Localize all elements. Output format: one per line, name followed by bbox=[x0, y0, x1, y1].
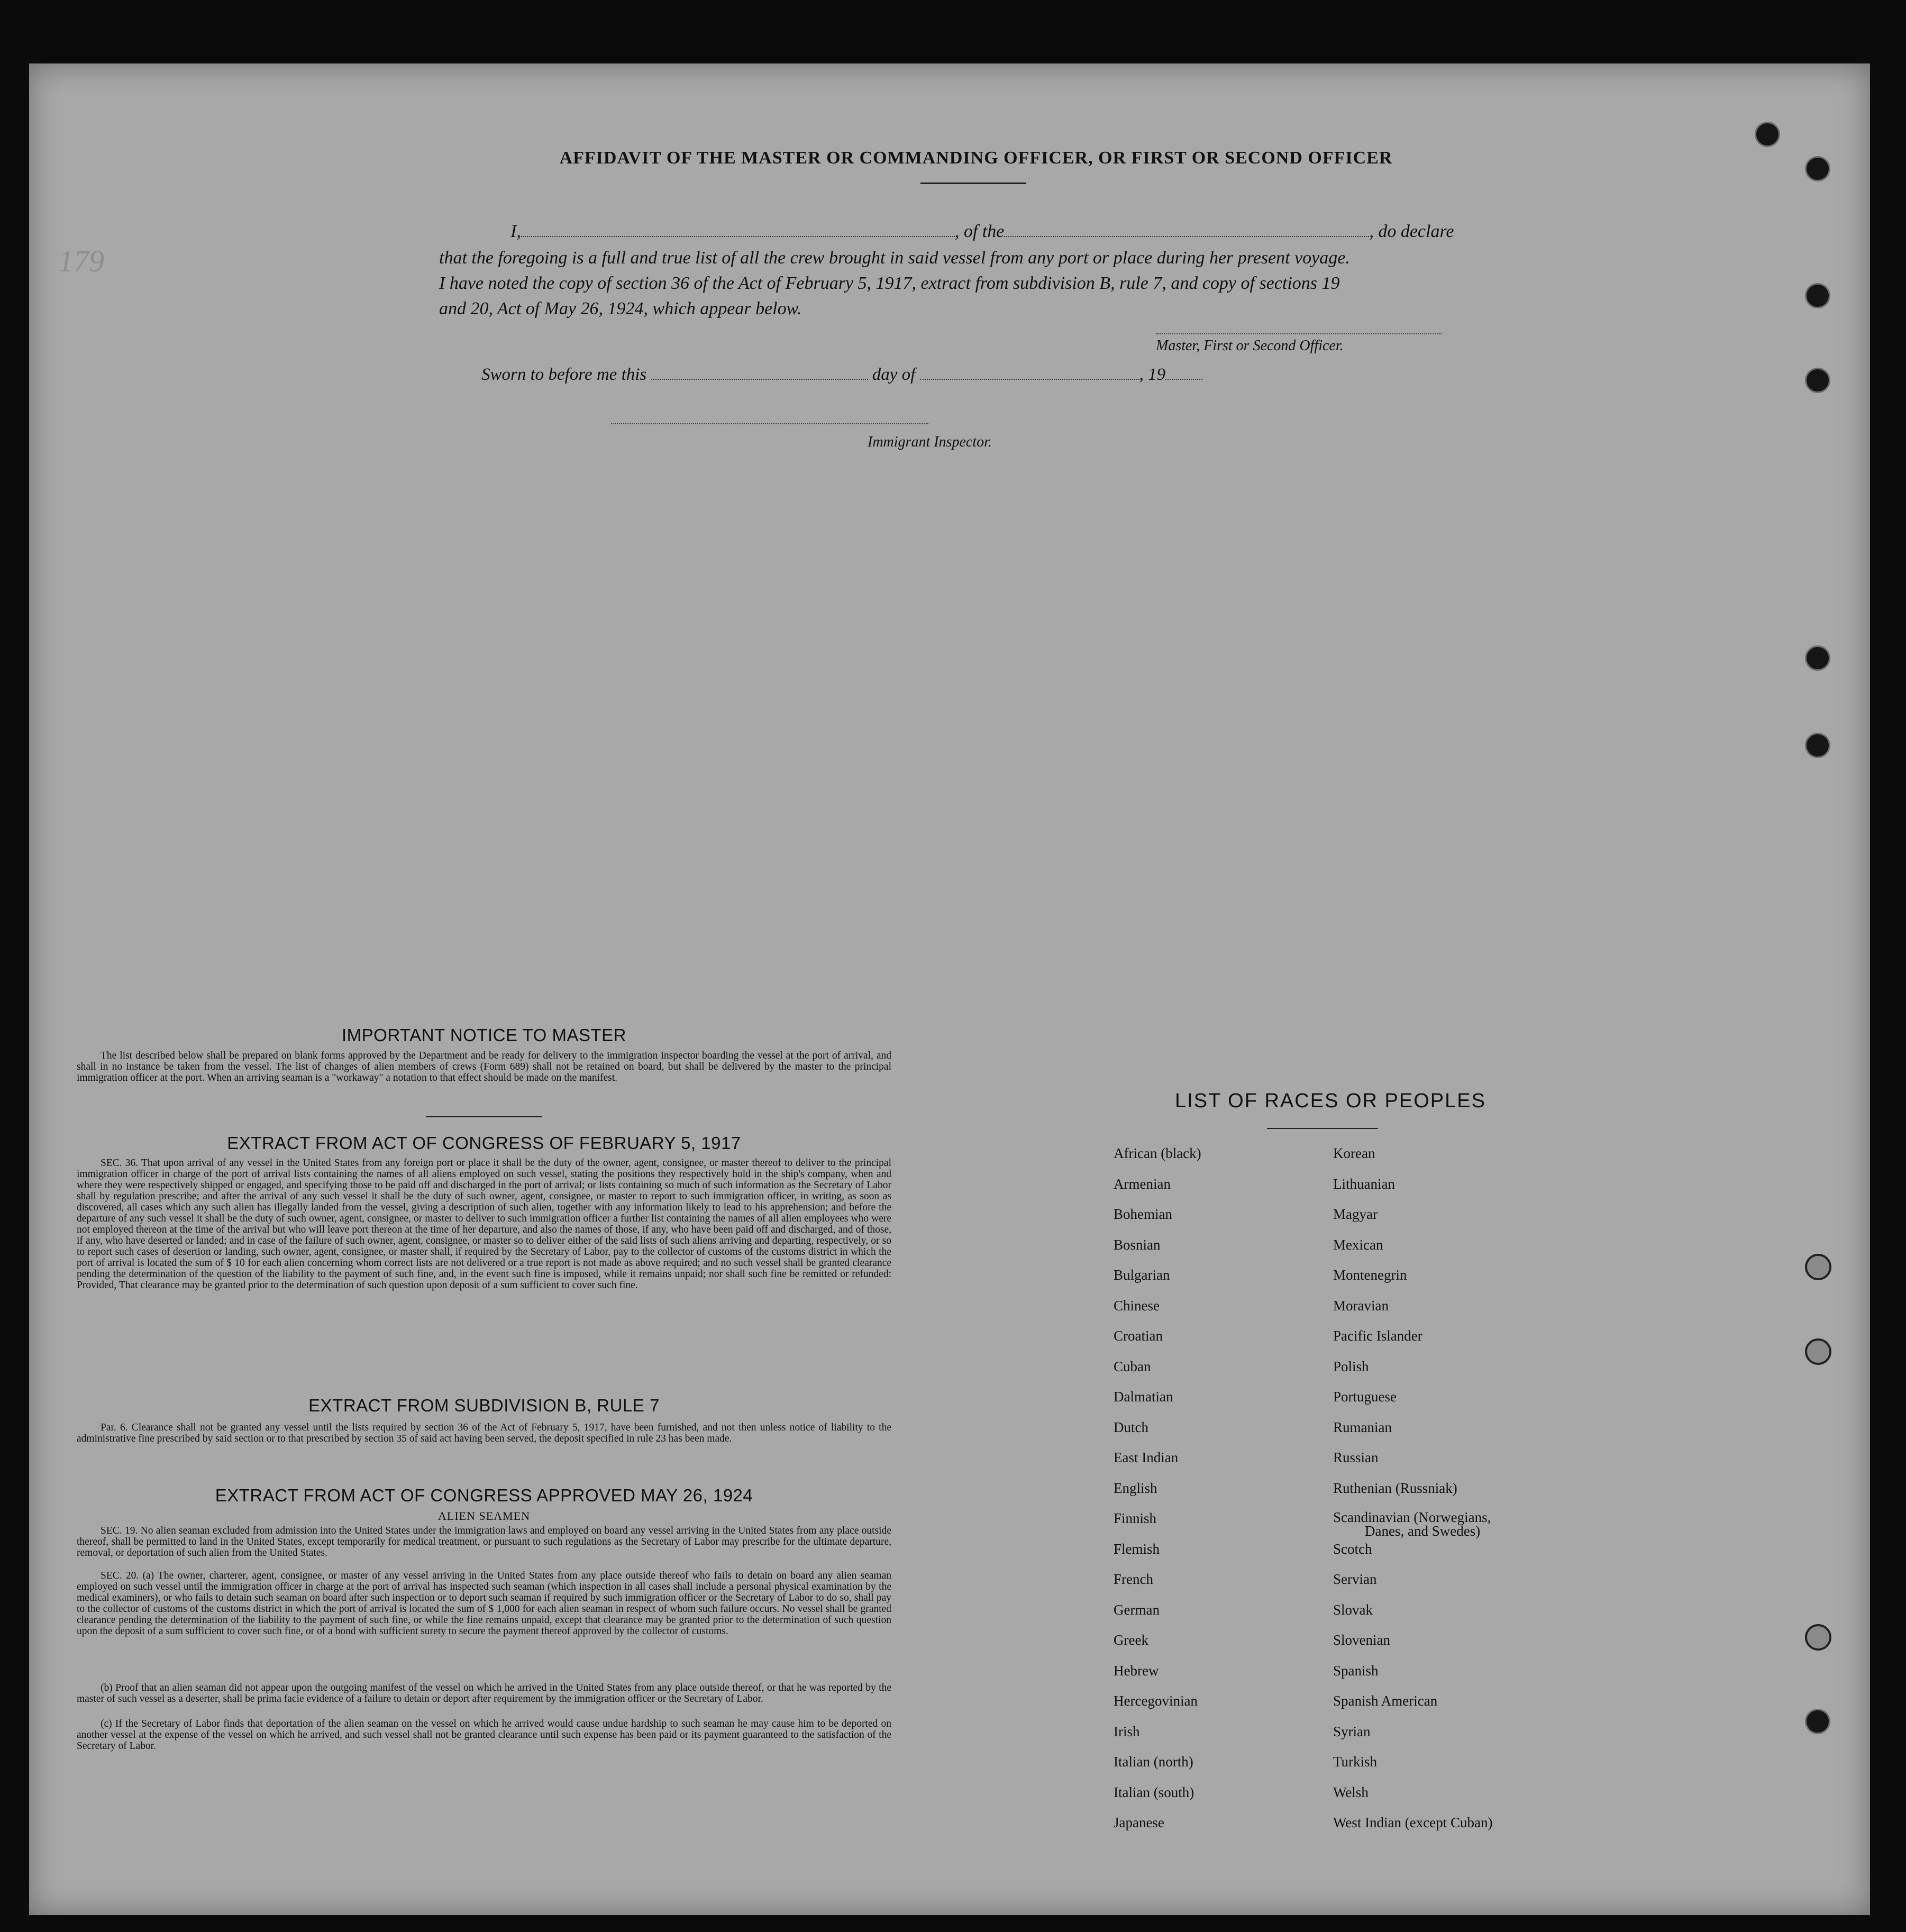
binder-hole bbox=[1805, 1709, 1830, 1734]
binder-hole bbox=[1805, 1254, 1831, 1280]
race-item: Spanish American bbox=[1333, 1693, 1438, 1709]
race-item: Italian (south) bbox=[1114, 1784, 1194, 1800]
race-item: Dutch bbox=[1114, 1419, 1148, 1435]
sworn-year-blank bbox=[1165, 365, 1202, 380]
race-item: Servian bbox=[1333, 1571, 1377, 1587]
affidavit-declare-label: , do declare bbox=[1369, 222, 1454, 241]
binder-hole bbox=[1805, 1338, 1831, 1365]
race-item: Dalmatian bbox=[1114, 1389, 1173, 1405]
affidavit-line-2: that the foregoing is a full and true list of all the crew brought in said vessel from any port or place during her present voyage. bbox=[439, 248, 1350, 268]
binder-hole bbox=[1805, 368, 1830, 393]
race-item: Korean bbox=[1333, 1145, 1375, 1161]
race-item: West Indian (except Cuban) bbox=[1333, 1815, 1493, 1830]
races-title: LIST OF RACES OR PEOPLES bbox=[1175, 1090, 1486, 1112]
race-item: Bosnian bbox=[1114, 1236, 1161, 1253]
sworn-day-label: day of bbox=[872, 365, 916, 384]
race-item: East Indian bbox=[1114, 1450, 1179, 1465]
master-signature-line bbox=[1156, 333, 1442, 334]
race-item: Magyar bbox=[1333, 1206, 1378, 1222]
race-item: Flemish bbox=[1114, 1541, 1160, 1557]
affidavit-line-3: I have noted the copy of section 36 of the Act of February 5, 1917, extract from subdivision B, rule 7, and copy of sections 19 bbox=[439, 274, 1340, 293]
race-item: Bulgarian bbox=[1114, 1267, 1170, 1283]
race-item-continuation: Danes, and Swedes) bbox=[1365, 1523, 1481, 1539]
race-item: Scotch bbox=[1333, 1541, 1372, 1557]
affidavit-line-4: and 20, Act of May 26, 1924, which appear below. bbox=[439, 299, 802, 318]
race-item: Irish bbox=[1114, 1723, 1140, 1739]
race-item: Portuguese bbox=[1333, 1389, 1397, 1405]
race-item: Moravian bbox=[1333, 1297, 1389, 1314]
race-item: Finnish bbox=[1114, 1510, 1157, 1526]
name-blank bbox=[521, 222, 955, 237]
notice-title: IMPORTANT NOTICE TO MASTER bbox=[341, 1025, 626, 1045]
race-item: Armenian bbox=[1114, 1175, 1171, 1192]
sworn-year-label: , 19 bbox=[1139, 365, 1166, 384]
inspector-signature-line bbox=[611, 423, 928, 424]
race-item-line: Scandinavian (Norwegians, bbox=[1333, 1509, 1491, 1525]
race-item: Hercegovinian bbox=[1114, 1693, 1198, 1709]
master-caption: Master, First or Second Officer. bbox=[1156, 338, 1344, 354]
race-item: German bbox=[1114, 1601, 1160, 1618]
affidavit-line-1 bbox=[439, 220, 1487, 244]
races-rule bbox=[1267, 1128, 1378, 1129]
rule7-title: EXTRACT FROM SUBDIVISION B, RULE 7 bbox=[308, 1396, 660, 1415]
race-item: French bbox=[1114, 1571, 1153, 1587]
sworn-month-blank bbox=[920, 365, 1139, 380]
race-item: Ruthenian (Russniak) bbox=[1333, 1480, 1457, 1496]
races-left-column bbox=[1114, 1145, 1201, 1845]
race-item: Slovenian bbox=[1333, 1632, 1390, 1648]
affidavit-i-label: I, bbox=[510, 222, 521, 241]
binder-hole bbox=[1805, 156, 1830, 181]
race-item: Syrian bbox=[1333, 1723, 1371, 1739]
race-item: Slovak bbox=[1333, 1601, 1373, 1618]
vessel-blank bbox=[1004, 222, 1369, 237]
binder-hole bbox=[1805, 645, 1830, 671]
notice-body: The list described below shall be prepared on blank forms approved by the Department and be ready for delivery to the immigration inspector boarding the vessel at the port of arrival, and shall in no instance be taken from the vessel. The list of changes of alien members of crews (Form 689) shall not be retained on board, but shall be delivered by the master to the principal immigration officer at the port. When an arriving seaman is a "workaway" a notation to that effect should be made on the manifest. bbox=[77, 1050, 891, 1083]
binder-hole bbox=[1805, 1624, 1831, 1651]
race-item: Mexican bbox=[1333, 1236, 1383, 1253]
race-item: Pacific Islander bbox=[1333, 1328, 1422, 1344]
race-item: Spanish bbox=[1333, 1662, 1379, 1679]
race-item: Rumanian bbox=[1333, 1419, 1392, 1435]
race-item: Russian bbox=[1333, 1450, 1379, 1465]
binder-hole bbox=[1755, 122, 1780, 147]
race-item: Polish bbox=[1333, 1358, 1369, 1374]
race-item: Cuban bbox=[1114, 1358, 1151, 1374]
sec20a-body: SEC. 20. (a) The owner, charterer, agent, consignee, or master of any vessel arriving in the United States from any place outside thereof who fails to detain on board any alien seaman employed on such vessel until the immigration officer in charge at the port of arrival has inspected such seaman (which inspection in all cases shall include a personal physical examination by the medical examiners), or who fails to detain such seaman on board after such inspection or to deport such seaman if required by such immigration officer or the Secretary of Labor to do so, shall pay to the collector of customs of the customs district in which the port of arrival is located the sum of $ 1,000 for each alien seaman in respect of whom such failure occurs. No vessel shall be granted clearance pending the determination of the liability to the payment of such fine, or while the fine remains unpaid, except that clearance may be granted prior to the determination of such question upon the deposit of a sum sufficient to cover such fine, or of a bond with sufficient surety to secure the payment thereof approved by the collector of customs. bbox=[77, 1570, 891, 1637]
race-item bbox=[1333, 1510, 1492, 1541]
sec20c-body: (c) If the Secretary of Labor finds that deportation of the alien seaman on the vessel on which he arrived would cause undue hardship to such seaman he may cause him to be deported on another vessel at the expense of the vessel on which he arrived, and such vessel shall not be granted clearance until such expense has been paid or its payment guaranteed to the satisfaction of the Secretary of Labor. bbox=[77, 1718, 891, 1752]
race-item: Welsh bbox=[1333, 1784, 1369, 1800]
race-item: Croatian bbox=[1114, 1328, 1163, 1344]
affidavit-title: AFFIDAVIT OF THE MASTER OR COMMANDING OFFICER, OR FIRST OR SECOND OFFICER bbox=[559, 148, 1393, 168]
notice-rule bbox=[426, 1116, 542, 1117]
rule7-body: Par. 6. Clearance shall not be granted any vessel until the lists required by section 36 of the Act of February 5, 1917, have been furnished, and not then unless notice of liability to the administrative fine prescribed by said section or to that prescribed by section 35 of said act having been served, the deposit specified in rule 23 has been made. bbox=[77, 1422, 891, 1444]
affidavit-of-label: , of the bbox=[954, 222, 1005, 241]
title-rule bbox=[920, 183, 1026, 184]
sworn-prefix: Sworn to before me this bbox=[481, 365, 647, 384]
races-right-column bbox=[1333, 1145, 1492, 1845]
race-item: African (black) bbox=[1114, 1145, 1201, 1161]
binder-hole bbox=[1805, 733, 1830, 758]
inspector-caption: Immigrant Inspector. bbox=[868, 434, 992, 450]
sworn-line bbox=[481, 365, 1202, 385]
margin-number: 179 bbox=[58, 244, 104, 278]
sworn-day-blank bbox=[651, 365, 868, 380]
race-item: Italian (north) bbox=[1114, 1754, 1193, 1770]
sec19-body: SEC. 19. No alien seaman excluded from admission into the United States under the immigration laws and employed on board any vessel arriving in the United States from any place outside thereof, shall be permitted to land in the United States, except temporarily for medical treatment, or pursuant to such regulations as the Secretary of Labor may prescribe for the ultimate departure, removal, or deportation of such alien from the United States. bbox=[77, 1525, 891, 1559]
sec20b-body: (b) Proof that an alien seaman did not appear upon the outgoing manifest of the vessel on which he arrived in the United States from any place outside thereof, or that he was reported by the master of such vessel as a deserter, shall be prima facie evidence of a failure to detain or deport after requirement by the immigration officer or the Secretary of Labor. bbox=[77, 1682, 891, 1705]
extract-1917-body: SEC. 36. That upon arrival of any vessel in the United States from any foreign port or place it shall be the duty of the owner, agent, consignee, or master thereof to deliver to the principal immigration officer in charge of the port of arrival lists containing the names of all aliens employed on such vessel, stating the positions they respectively hold in the ship's company, when and where they were respectively shipped or engaged, and specifying those to be paid off and discharged in the port of arrival; or lists containing so much of such information as the Secretary of Labor shall by regulation prescribe; and after the arrival of any such vessel it shall be the duty of such owner, agent, consignee, or master to report to such immigration officer, in writing, as soon as discovered, all cases which any such alien has illegally landed from the vessel, giving a description of such alien, together with any information likely to lead to his apprehension; and before the departure of any such vessel it shall be the duty of such owner, agent, consignee, or master to deliver to such immigration officer a further list containing the names of all alien employees who were not employed thereon at the time of the arrival but who will leave port thereon at the time of her departure, and also the names of those, if any, who have been paid off and discharged, and of those, if any, who have deserted or landed; and in case of the failure of such owner, agent, consignee, or master so to deliver either of the said lists of such aliens arriving and departing, respectively, or so to report such cases of desertion or landing, such owner, agent, consignee, or master shall, if required by the Secretary of Labor, pay to the collector of customs of the customs district in which the port of arrival is located the sum of $ 10 for each alien concerning whom correct lists are not delivered or a true report is not made as above required; and no such vessel shall be granted clearance pending the determination of the question of the liability to the payment of such fine, and, in the event such fine is imposed, while it remains unpaid; nor shall such fine be remitted or refunded: Provided, That clearance may be granted prior to the determination of such question upon deposit of a sum sufficient to cover such fine. bbox=[77, 1158, 891, 1291]
race-item: English bbox=[1114, 1480, 1157, 1496]
race-item: Bohemian bbox=[1114, 1206, 1172, 1222]
race-item: Greek bbox=[1114, 1632, 1148, 1648]
race-item: Chinese bbox=[1114, 1297, 1160, 1314]
race-item: Lithuanian bbox=[1333, 1175, 1395, 1192]
extract-1924-subtitle: ALIEN SEAMEN bbox=[438, 1509, 530, 1523]
binder-hole bbox=[1805, 283, 1830, 308]
race-item: Hebrew bbox=[1114, 1662, 1159, 1679]
document-page bbox=[29, 63, 1870, 1915]
extract-1924-title: EXTRACT FROM ACT OF CONGRESS APPROVED MAY 26, 1924 bbox=[215, 1486, 753, 1505]
extract-1917-title: EXTRACT FROM ACT OF CONGRESS OF FEBRUARY 5, 1917 bbox=[227, 1133, 741, 1153]
race-item: Turkish bbox=[1333, 1754, 1378, 1770]
race-item: Japanese bbox=[1114, 1815, 1164, 1830]
race-item: Montenegrin bbox=[1333, 1267, 1407, 1283]
